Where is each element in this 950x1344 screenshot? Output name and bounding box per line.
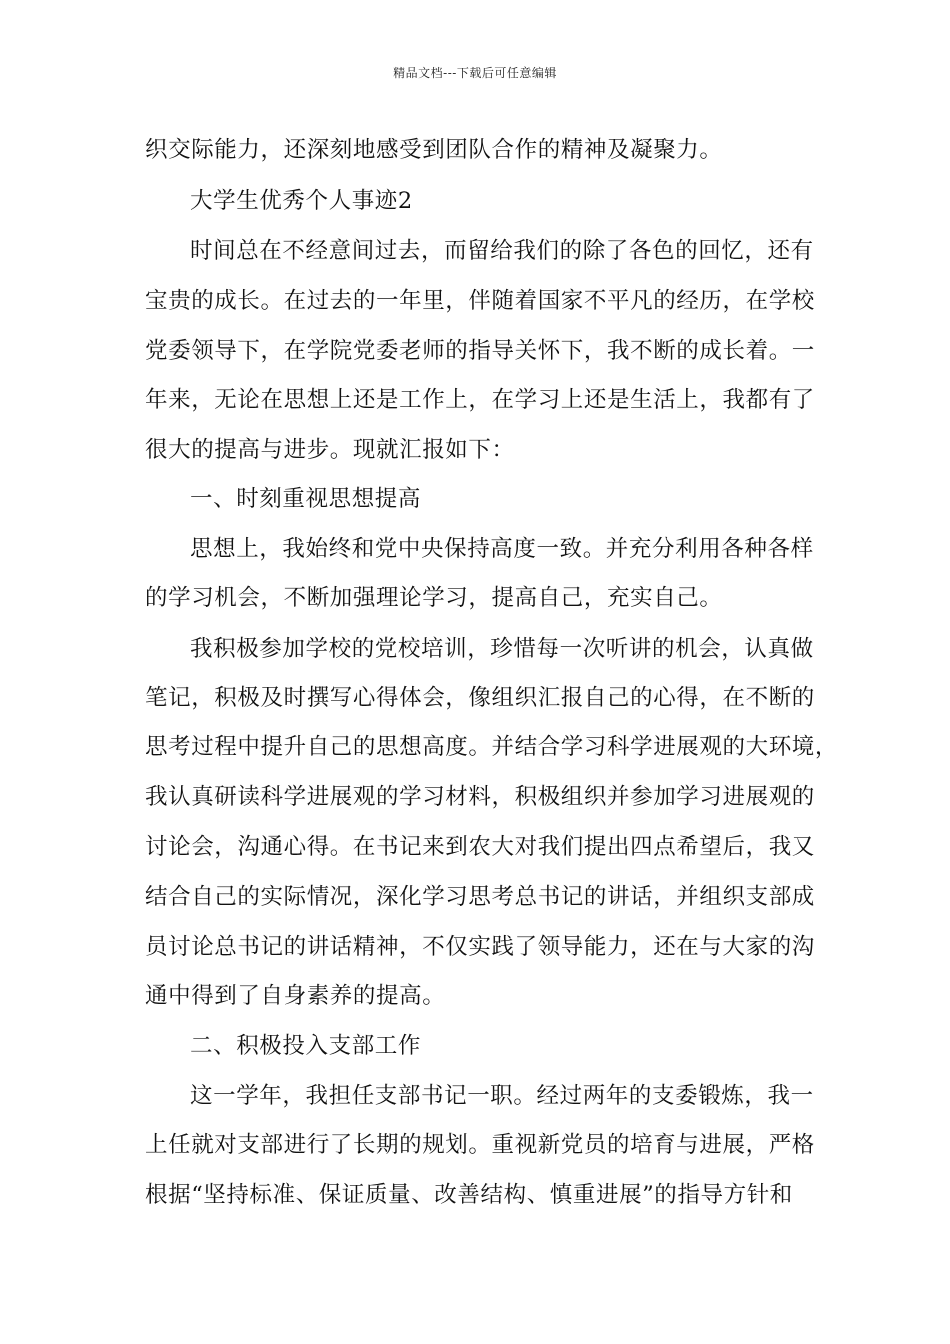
text-line: 我认真研读科学进展观的学习材料，积极组织并参加学习进展观的 (145, 784, 815, 810)
text-line: 通中得到了自身素养的提高。 (145, 983, 446, 1009)
page-header: 精品文档---下载后可任意编辑 (393, 66, 557, 80)
text-line: 结合自己的实际情况，深化学习思考总书记的讲话，并组织支部成 (145, 884, 815, 910)
text-line: 讨论会，沟通心得。在书记来到农大对我们提出四点希望后，我又 (145, 834, 815, 860)
text-line: 的学习机会，不断加强理论学习，提高自己，充实自己。 (145, 585, 723, 611)
text-line: 党委领导下，在学院党委老师的指导关怀下，我不断的成长着。一 (145, 338, 815, 364)
text-line: 员讨论总书记的讲话精神，不仅实践了领导能力，还在与大家的沟 (145, 934, 815, 960)
text-line: 织交际能力，还深刻地感受到团队合作的精神及凝聚力。 (145, 137, 723, 163)
text-line: 宝贵的成长。在过去的一年里，伴随着国家不平凡的经历，在学校 (145, 288, 815, 314)
text-line: 笔记，积极及时撰写心得体会，像组织汇报自己的心得，在不断的 (145, 685, 815, 711)
text-line: 我积极参加学校的党校培训，珍惜每一次听讲的机会，认真做 (190, 636, 814, 662)
text-line: 思想上，我始终和党中央保持高度一致。并充分利用各种各样 (190, 536, 814, 562)
text-line: 年来，无论在思想上还是工作上，在学习上还是生活上，我都有了 (145, 387, 815, 413)
text-line: 上任就对支部进行了长期的规划。重视新党员的培育与进展，严格 (145, 1132, 815, 1158)
section-heading: 一、时刻重视思想提高 (190, 486, 422, 512)
text-line: 根据“坚持标准、保证质量、改善结构、慎重进展”的指导方针和 (145, 1182, 793, 1208)
text-line: 思考过程中提升自己的思想高度。并结合学习科学进展观的大环境， (145, 734, 839, 760)
text-line: 这一学年，我担任支部书记一职。经过两年的支委锻炼，我一 (190, 1083, 814, 1109)
section-heading: 二、积极投入支部工作 (190, 1033, 422, 1059)
text-line: 很大的提高与进步。现就汇报如下： (145, 437, 515, 463)
section-title: 大学生优秀个人事迹2 (190, 188, 413, 214)
text-line: 时间总在不经意间过去，而留给我们的除了各色的回忆，还有 (190, 238, 814, 264)
